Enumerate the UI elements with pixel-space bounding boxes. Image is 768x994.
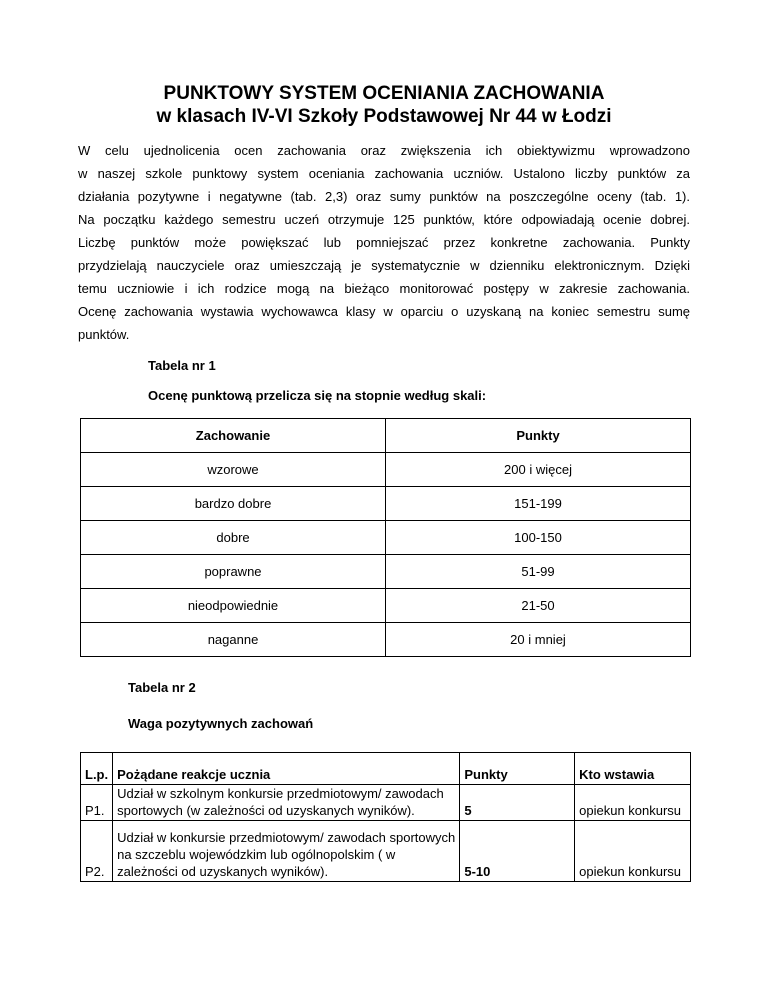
table-header-row	[81, 419, 691, 453]
grade-cell: poprawne	[81, 555, 386, 589]
document-subtitle: w klasach IV-VI Szkoły Podstawowej Nr 44 w Łodzi	[156, 106, 612, 127]
points-cell: 5-10	[460, 821, 575, 882]
header-cell: L.p.	[81, 753, 113, 785]
points-cell: 5	[460, 785, 575, 821]
table-row	[81, 521, 691, 555]
description-cell: Udział w konkursie przedmiotowym/ zawodach sportowych na szczeblu wojewódzkim lub ogólnopolskim ( w zależności od uzyskanych wyników).	[113, 821, 460, 882]
points-cell: 100-150	[386, 521, 691, 555]
header-cell: Punkty	[386, 419, 691, 453]
points-cell: 20 i mniej	[386, 623, 691, 657]
paragraph-line: Ocenę zachowania wystawia wychowawca klasy w oparciu o uzyskaną na koniec semestru sumę	[78, 304, 690, 319]
table1-label: Tabela nr 1	[148, 358, 216, 373]
grade-cell: dobre	[81, 521, 386, 555]
table2-label: Tabela nr 2	[128, 680, 196, 695]
assigner-cell: opiekun konkursu	[575, 821, 691, 882]
table-row	[81, 785, 691, 821]
paragraph-line: działania pozytywne i negatywne (tab. 2,3) oraz sumy punktów na poszczególne oceny (tab. 1).	[78, 189, 690, 204]
table-header-row	[81, 753, 691, 785]
paragraph-line: W celu ujednolicenia ocen zachowania oraz zwiększenia ich obiektywizmu wprowadzono	[78, 143, 690, 158]
header-cell: Zachowanie	[81, 419, 386, 453]
grade-cell: nieodpowiednie	[81, 589, 386, 623]
grade-scale-table	[80, 418, 691, 657]
table-row	[81, 555, 691, 589]
header-cell: Pożądane reakcje ucznia	[113, 753, 460, 785]
positive-behaviour-table	[80, 752, 691, 882]
table-row	[81, 623, 691, 657]
table-row	[81, 453, 691, 487]
paragraph-line: przydzielają nauczyciele oraz umieszczają je systematycznie w dzienniku elektronicznym. Dzięki	[78, 258, 690, 273]
id-cell: P1.	[81, 785, 113, 821]
header-cell: Kto wstawia	[575, 753, 691, 785]
table-row	[81, 821, 691, 882]
paragraph-line: Liczbę punktów może powiększać lub pomniejszać przez konkretne zachowania. Punkty	[78, 235, 690, 250]
table-row	[81, 589, 691, 623]
paragraph-line: temu uczniowie i ich rodzice mogą na bieżąco monitorować postępy w zakresie zachowania.	[78, 281, 690, 296]
points-cell: 21-50	[386, 589, 691, 623]
points-cell: 51-99	[386, 555, 691, 589]
intro-paragraph	[78, 139, 690, 346]
assigner-cell: opiekun konkursu	[575, 785, 691, 821]
points-cell: 151-199	[386, 487, 691, 521]
paragraph-line: punktów.	[78, 327, 130, 342]
points-cell: 200 i więcej	[386, 453, 691, 487]
grade-cell: bardzo dobre	[81, 487, 386, 521]
paragraph-line: w naszej szkole punktowy system oceniania zachowania uczniów. Ustalono liczby punktów za	[78, 166, 690, 181]
table2-caption: Waga pozytywnych zachowań	[128, 716, 314, 731]
paragraph-line: Na początku każdego semestru uczeń otrzymuje 125 punktów, które odpowiadają ocenie dobrej.	[78, 212, 690, 227]
document-title: PUNKTOWY SYSTEM OCENIANIA ZACHOWANIA	[163, 83, 605, 104]
table-row	[81, 487, 691, 521]
grade-cell: wzorowe	[81, 453, 386, 487]
description-cell: Udział w szkolnym konkursie przedmiotowym/ zawodach sportowych (w zależności od uzyskanych wyników).	[113, 785, 460, 821]
id-cell: P2.	[81, 821, 113, 882]
grade-cell: naganne	[81, 623, 386, 657]
header-cell: Punkty	[460, 753, 575, 785]
table1-caption: Ocenę punktową przelicza się na stopnie według skali:	[148, 388, 487, 403]
